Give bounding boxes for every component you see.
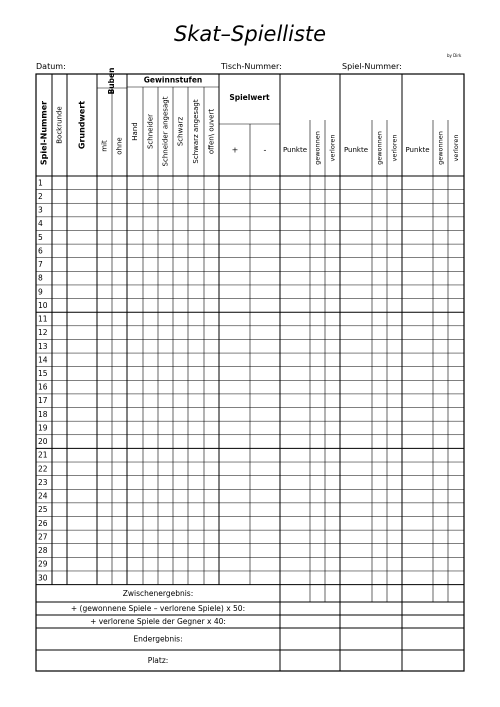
- row-number: 18: [38, 409, 48, 419]
- row-number: 7: [38, 260, 43, 270]
- col-verloren-2: verloren: [390, 134, 399, 162]
- row-number: 26: [38, 518, 48, 528]
- row-number: 3: [38, 205, 43, 215]
- row-number: 23: [38, 477, 48, 487]
- row-number: 22: [38, 464, 48, 474]
- col-schwarz: Schwarz: [176, 116, 185, 147]
- col-mit: mit: [100, 140, 109, 152]
- row-number: 28: [38, 546, 48, 556]
- page-title: Skat–Spielliste: [173, 22, 327, 46]
- col-verloren-1: verloren: [328, 134, 337, 162]
- col-punkte-3: Punkte: [405, 146, 430, 154]
- col-spielwert: Spielwert: [229, 93, 270, 102]
- footer-label: + verlorene Spiele der Gegner x 40:: [90, 617, 226, 626]
- row-number: 25: [38, 505, 48, 515]
- row-number: 1: [38, 178, 43, 188]
- author-note: by Dirk: [447, 53, 462, 58]
- row-number: 30: [38, 573, 48, 583]
- col-schneider: Schneider: [146, 113, 155, 150]
- row-number: 16: [38, 382, 48, 392]
- col-verloren-3: verloren: [452, 134, 460, 162]
- col-gewinnstufen: Gewinnstufen: [143, 75, 203, 85]
- row-number: 5: [38, 232, 43, 242]
- row-number: 10: [38, 300, 48, 310]
- tisch-nummer-label: Tisch-Nummer:: [221, 62, 282, 71]
- row-number: 13: [38, 341, 48, 351]
- col-punkte-1: Punkte: [282, 146, 308, 154]
- col-punkte-2: Punkte: [343, 146, 369, 154]
- row-number: 19: [38, 423, 48, 433]
- col-spiel-nummer: Spiel-Nummer: [39, 100, 49, 166]
- row-number: 24: [38, 491, 48, 501]
- col-buben: Buben: [107, 67, 116, 95]
- col-gewonnen-2: gewonnen: [375, 131, 384, 165]
- row-number: 17: [38, 396, 48, 406]
- row-number: 8: [38, 273, 43, 283]
- col-bockrunde: Bockrunde: [55, 106, 64, 144]
- row-number: 27: [38, 532, 48, 542]
- footer-label: Zwischenergebnis:: [122, 588, 194, 598]
- row-number: 12: [38, 328, 48, 338]
- col-minus: -: [263, 145, 267, 155]
- col-gewonnen-3: gewonnen: [436, 131, 445, 165]
- col-hand: Hand: [131, 122, 139, 141]
- row-number: 2: [38, 191, 43, 201]
- row-number: 15: [38, 368, 48, 378]
- col-ohne: ohne: [115, 137, 124, 155]
- footer-label: Endergebnis:: [133, 634, 183, 644]
- row-number: 21: [38, 450, 48, 460]
- row-number: 11: [38, 314, 48, 324]
- col-gewonnen-1: gewonnen: [313, 131, 322, 165]
- spiel-nummer-label: Spiel-Nummer:: [342, 62, 402, 71]
- row-number: 14: [38, 355, 48, 365]
- col-schneider-angesagt: Schneider angesagt: [161, 96, 170, 167]
- footer-label: Platz:: [147, 656, 169, 665]
- row-number: 4: [38, 219, 43, 229]
- datum-label: Datum:: [36, 62, 66, 71]
- row-number: 9: [38, 287, 43, 297]
- col-plus: +: [231, 145, 239, 155]
- col-grundwert: Grundwert: [77, 100, 87, 150]
- footer-label: + (gewonnene Spiele – verlorene Spiele) x 50:: [70, 604, 246, 613]
- col-offen-ouvert: offen\ ouvert: [207, 108, 216, 155]
- row-number: 29: [38, 559, 48, 569]
- col-schwarz-angesagt: Schwarz angesagt: [192, 99, 200, 164]
- row-number: 20: [38, 437, 48, 447]
- row-number: 6: [38, 246, 43, 256]
